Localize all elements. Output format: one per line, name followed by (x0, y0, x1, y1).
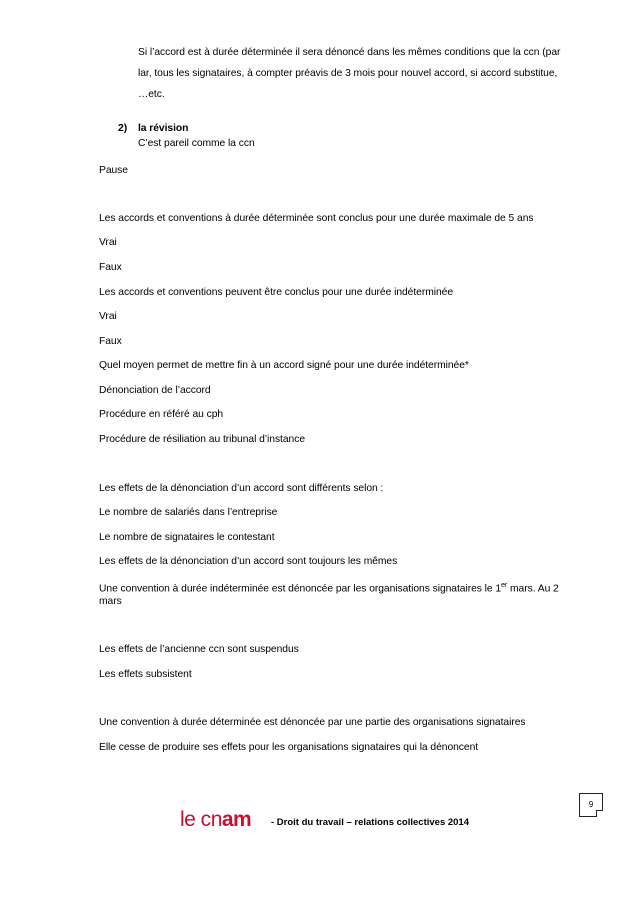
question-1: Les accords et conventions à durée déterminée sont conclus pour une durée maximale de 5 ans (99, 213, 534, 224)
question-2: Les accords et conventions peuvent être conclus pour une durée indéterminée (99, 287, 454, 298)
section-number: 2) (118, 123, 128, 134)
footer-text: - Droit du travail – relations collectives 2014 (271, 817, 469, 828)
question-4: Les effets de la dénonciation d’un accord sont différents selon : (99, 483, 384, 494)
q5-option-1: Les effets de l’ancienne ccn sont suspendus (99, 644, 299, 655)
q2-option-2: Faux (99, 336, 122, 347)
pause-text: Pause (99, 165, 128, 176)
q4-option-1: Le nombre de salariés dans l’entreprise (99, 507, 278, 518)
q2-option-1: Vrai (99, 311, 117, 322)
q5-superscript: er (501, 582, 508, 589)
q3-option-3: Procédure de résiliation au tribunal d’instance (99, 434, 306, 445)
q5-text-a: Une convention à durée indéterminée est dénoncée par les organisations signataires le 1 (99, 583, 502, 595)
cnam-logo (180, 808, 251, 832)
q4-option-3: Les effets de la dénonciation d’un accord sont toujours les mêmes (99, 556, 398, 567)
q1-option-2: Faux (99, 262, 122, 273)
logo-le: le c (180, 808, 211, 831)
page-number: 9 (579, 793, 603, 817)
logo-n: n (210, 808, 222, 831)
intro-line-1: Si l’accord est à durée déterminée il sera dénoncé dans les mêmes conditions que la ccn (par (138, 47, 561, 58)
question-3: Quel moyen permet de mettre fin à un accord signé pour une durée indéterminée* (99, 360, 469, 371)
question-6: Une convention à durée déterminée est dénoncée par une partie des organisations signataires (99, 717, 526, 728)
intro-line-3: …etc. (138, 89, 165, 100)
intro-line-2: lar, tous les signataires, à compter préavis de 3 mois pour nouvel accord, si accord substitue, (138, 68, 558, 79)
q3-option-2: Procédure en référé au cph (99, 409, 224, 420)
q5-option-2: Les effets subsistent (99, 669, 192, 680)
question-5 (99, 579, 559, 596)
section-text: C’est pareil comme la ccn (138, 138, 255, 149)
q1-option-1: Vrai (99, 237, 117, 248)
q3-option-1: Dénonciation de l’accord (99, 385, 211, 396)
logo-am: am (221, 808, 252, 831)
q5-text-b: mars. Au 2 (507, 583, 559, 595)
question-5-cont: mars (99, 596, 122, 607)
q4-option-2: Le nombre de signataires le contestant (99, 532, 275, 543)
section-title: la révision (138, 123, 189, 134)
q6-option-1: Elle cesse de produire ses effets pour les organisations signataires qui la dénoncent (99, 742, 479, 753)
